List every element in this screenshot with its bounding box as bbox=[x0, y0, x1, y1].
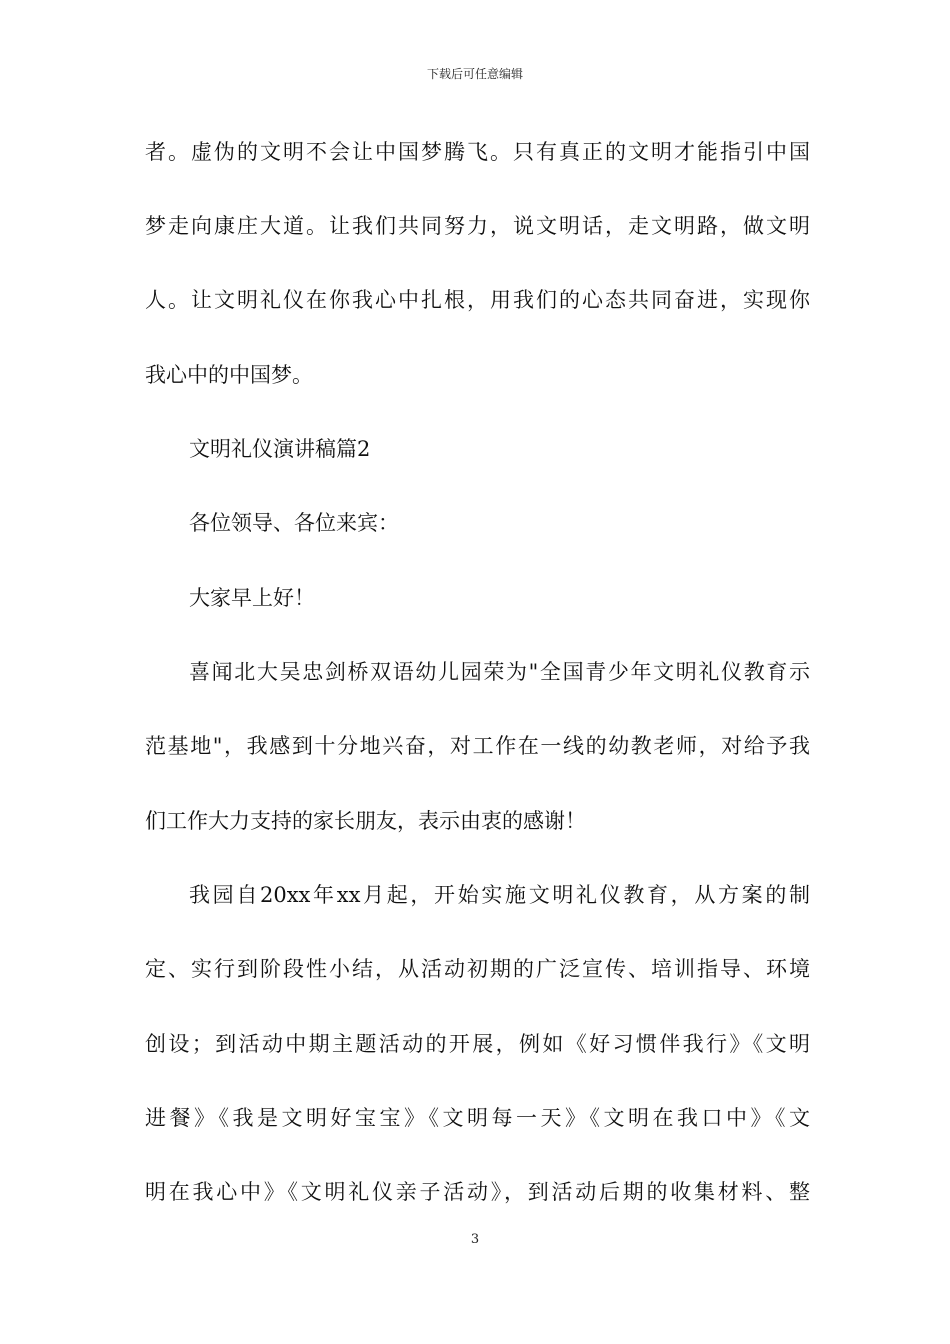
greeting: 大家早上好！ bbox=[189, 586, 315, 610]
text-line: 进餐》《我是文明好宝宝》《文明每一天》《文明在我口中》《文 bbox=[145, 1106, 810, 1130]
text-line: 范基地"，我感到十分地兴奋，对工作在一线的幼教老师，对给予我 bbox=[145, 734, 810, 758]
text-line: 喜闻北大吴忠剑桥双语幼儿园荣为"全国青少年文明礼仪教育示 bbox=[189, 660, 810, 684]
text-line: 我园自20xx年xx月起，开始实施文明礼仪教育，从方案的制 bbox=[189, 883, 810, 907]
salutation: 各位领导、各位来宾： bbox=[189, 511, 399, 535]
page-number: 3 bbox=[470, 1232, 480, 1247]
text-line: 者。虚伪的文明不会让中国梦腾飞。只有真正的文明才能指引中国 bbox=[145, 140, 810, 164]
page-header: 下载后可任意编辑 bbox=[426, 67, 523, 81]
text-line: 明在我心中》《文明礼仪亲子活动》，到活动后期的收集材料、整 bbox=[145, 1180, 810, 1204]
text-line: 梦走向康庄大道。让我们共同努力，说文明话，走文明路，做文明 bbox=[145, 214, 810, 238]
text-line: 我心中的中国梦。 bbox=[145, 363, 313, 387]
text-line: 人。让文明礼仪在你我心中扎根，用我们的心态共同奋进，实现你 bbox=[145, 288, 810, 312]
section-heading: 文明礼仪演讲稿篇2 bbox=[189, 437, 371, 461]
text-line: 创设；到活动中期主题活动的开展，例如《好习惯伴我行》《文明 bbox=[145, 1032, 810, 1056]
text-line: 定、实行到阶段性小结，从活动初期的广泛宣传、培训指导、环境 bbox=[145, 957, 810, 981]
text-line: 们工作大力支持的家长朋友，表示由衷的感谢！ bbox=[145, 809, 586, 833]
